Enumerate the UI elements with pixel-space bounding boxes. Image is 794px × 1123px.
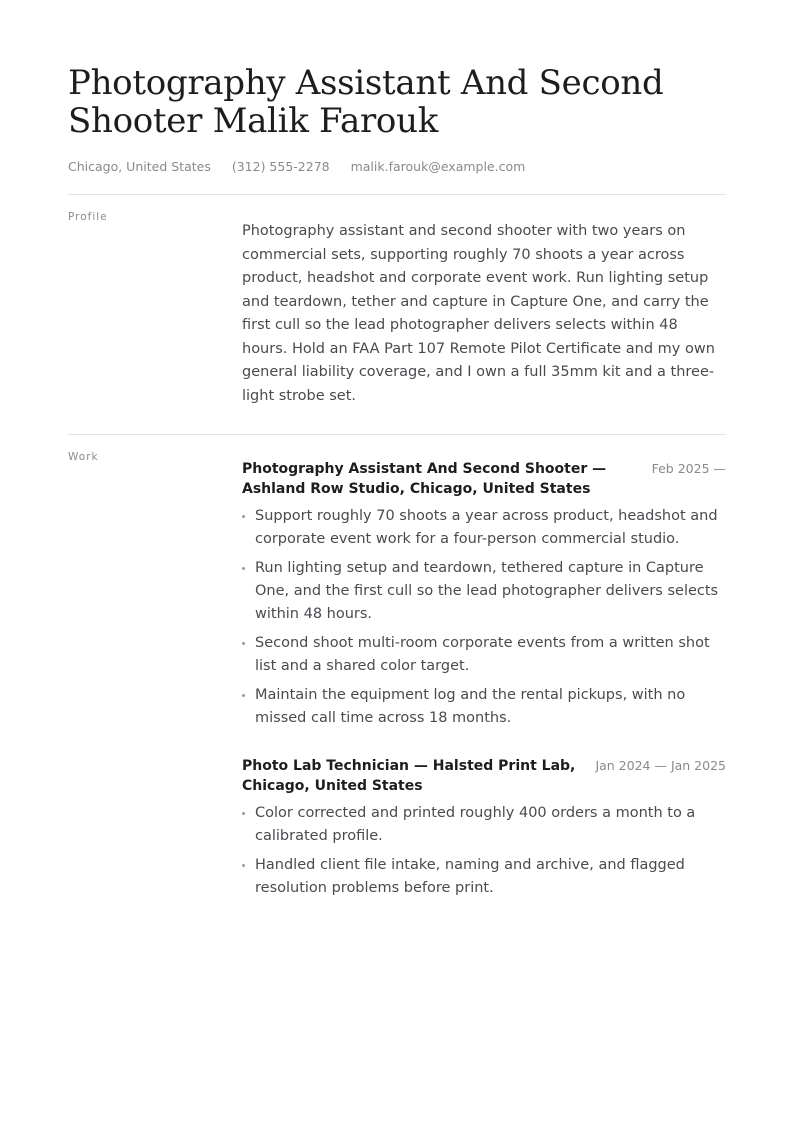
phone-text: (312) 555-2278	[231, 159, 330, 174]
work-section	[68, 435, 726, 900]
bullet-item: Color corrected and printed roughly 400 orders a month to a calibrated profile.	[242, 802, 726, 848]
bullet-item: Support roughly 70 shoots a year across product, headshot and corporate event work for a four-person commercial studio.	[242, 505, 726, 551]
candidate-name: Photography Assistant And Second Shooter Malik Farouk	[68, 63, 664, 141]
profile-section	[68, 195, 726, 434]
bullet-item: Run lighting setup and teardown, tethered capture in Capture One, and the first cull so the lead photographer delivers selects within 48 hours.	[242, 557, 726, 626]
work-heading: Work	[68, 451, 99, 463]
job-dates: Jan 2024 — Jan 2025	[595, 758, 726, 773]
job-entry	[242, 756, 726, 900]
job-bullets	[242, 802, 726, 900]
job-title: Photo Lab Technician — Halsted Print Lab, Chicago, United States	[242, 758, 576, 794]
job-title: Photography Assistant And Second Shooter — Ashland Row Studio, Chicago, United States	[242, 461, 607, 497]
bullet-item: Handled client file intake, naming and archive, and flagged resolution problems before print.	[242, 854, 726, 900]
bullet-dot-icon	[242, 642, 245, 645]
bullet-dot-icon	[242, 864, 245, 867]
bullet-dot-icon	[242, 694, 245, 697]
bullet-dot-icon	[242, 812, 245, 815]
job-entry	[242, 459, 726, 730]
location-text: Chicago, United States	[68, 159, 211, 174]
profile-summary: Photography assistant and second shooter with two years on commercial sets, supporting roughly 70 shoots a year across product, headshot and corporate event work. Run lighting setup and teardown, tether and capture in Capture One, and carry the first cull so the lead photographer delivers selects within 48 hours. Hold an FAA Part 107 Remote Pilot Certificate and my own general liability coverage, and I own a full 35mm kit and a three-light strobe set.	[242, 223, 715, 404]
job-dates: Feb 2025 —	[651, 461, 726, 476]
email-link[interactable]: malik.farouk@example.com	[350, 159, 526, 174]
bullet-dot-icon	[242, 515, 245, 518]
bullet-dot-icon	[242, 567, 245, 570]
contact-line	[68, 159, 726, 175]
bullet-item: Second shoot multi-room corporate events from a written shot list and a shared color target.	[242, 632, 726, 678]
resume-page	[68, 0, 726, 926]
job-bullets	[242, 505, 726, 730]
profile-heading: Profile	[68, 211, 108, 223]
bullet-item: Maintain the equipment log and the rental pickups, with no missed call time across 18 months.	[242, 684, 726, 730]
